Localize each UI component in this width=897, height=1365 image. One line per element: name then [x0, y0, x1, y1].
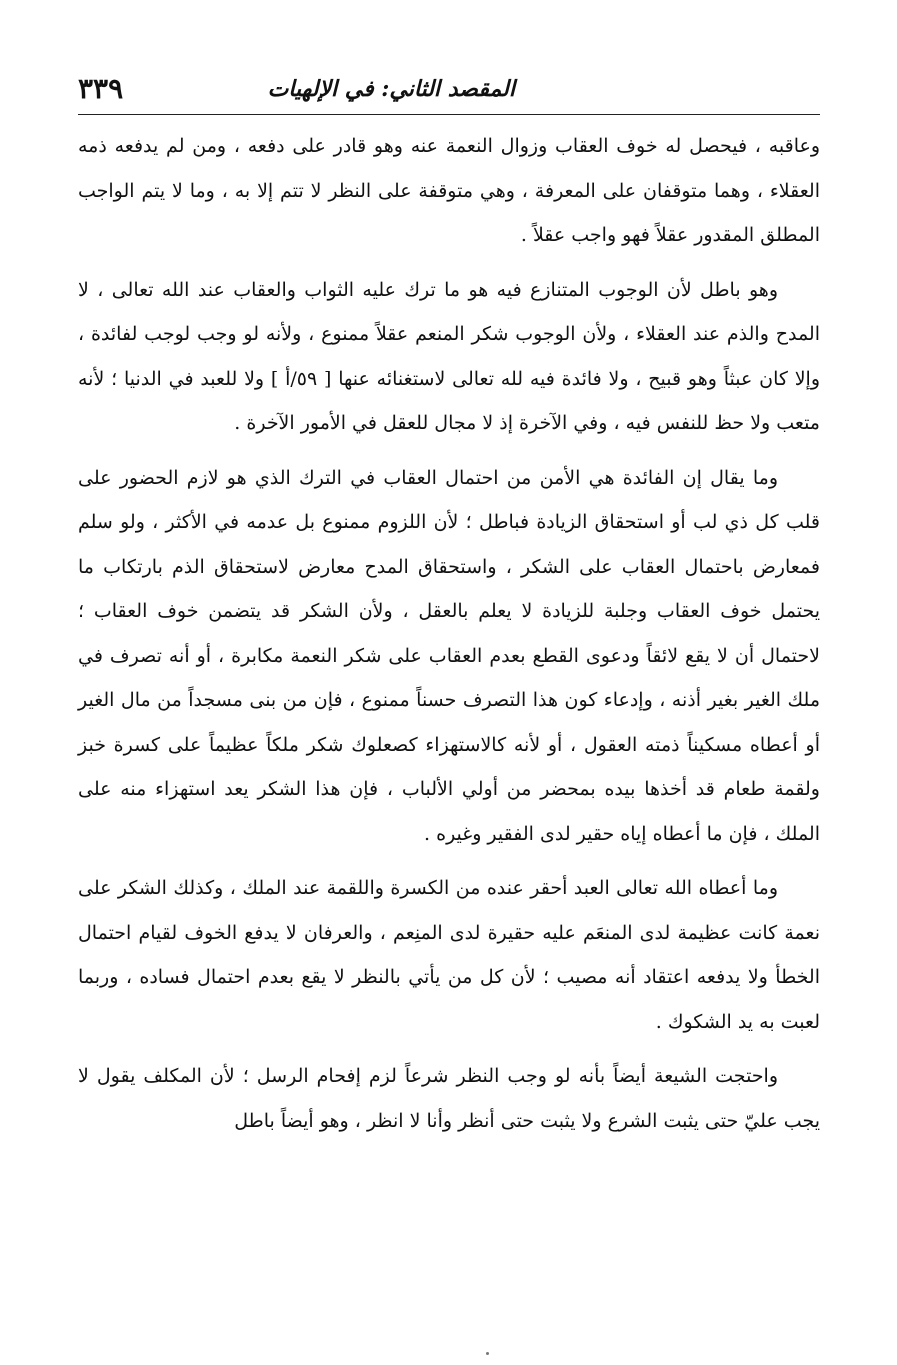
paragraph-2: وهو باطل لأن الوجوب المتنازع فيه هو ما ترك عليه الثواب والعقاب عند الله تعالى ، لا المدح والذم عند العقلاء ، ولأن الوجوب شكر المنعم عقلاً ممنوع ، ولأنه لو وجب لوجب لفائدة ، وإلا كان عبثاً وهو قبيح ، ولا فائدة فيه لله تعالى لاستغنائه عنها [ ٥٩/أ ] ولا للعبد في الدنيا ؛ لأنه متعب ولا حظ للنفس فيه ، وفي الآخرة إذ لا مجال للعقل في الأمور الآخرة .: [78, 278, 820, 434]
header-divider: [78, 114, 820, 115]
running-header: [78, 68, 820, 114]
paragraph-5: واحتجت الشيعة أيضاً بأنه لو وجب النظر شرعاً لزم إفحام الرسل ؛ لأن المكلف يقول لا يجب عليّ حتى يثبت الشرع ولا يثبت حتى أنظر وأنا لا انظر ، وهو أيضاً باطل: [78, 1065, 820, 1132]
scan-speck: [486, 1352, 489, 1355]
paragraph-4: وما أعطاه الله تعالى العبد أحقر عنده من الكسرة واللقمة عند الملك ، وكذلك الشكر على نعمة كانت عظيمة لدى المنعَم عليه حقيرة لدى المنِعم ، والعرفان لا يدفع الخوف لقيام احتمال الخطأ ولا يدفعه اعتقاد أنه مصيب ؛ لأن كل من يأتي بالنظر لا يقع بعدم احتمال فساده ، وربما لعبت به يد الشكوك .: [78, 877, 820, 1033]
page-number: ٣٣٩: [78, 72, 124, 105]
body-text: [78, 124, 820, 1143]
paragraph-3: وما يقال إن الفائدة هي الأمن من احتمال العقاب في الترك الذي هو لازم الحضور على قلب كل ذي لب أو استحقاق الزيادة فباطل ؛ لأن اللزوم ممنوع بل عدمه في الأكثر ، ولو سلم فمعارض باحتمال العقاب على الشكر ، واستحقاق المدح معارض لاستحقاق الذم بارتكاب ما يحتمل خوف العقاب وجلبة للزيادة لا يعلم بالعقل ، ولأن الشكر قد يتضمن خوف العقاب ؛ لاحتمال أن لا يقع لائقاً ودعوى القطع بعدم العقاب على شكر النعمة مكابرة ، أو أنه تصرف في ملك الغير بغير أذنه ، وإدعاء كون هذا التصرف حسناً ممنوع ، فإن من بنى مسجداً من مال الغير أو أعطاه مسكيناً ذمته العقول ، أو لأنه كالاستهزاء كصعلوك شكر ملكاً عظيماً على كسرة خبز ولقمة طعام قد أخذها بيده بمحضر من أولي الألباب ، فإن هذا الشكر يعد استهزاء منه على الملك ، فإن ما أعطاه إياه حقير لدى الفقير وغيره .: [78, 466, 821, 845]
paragraph-1: وعاقبه ، فيحصل له خوف العقاب وزوال النعمة عنه وهو قادر على دفعه ، ومن لم يدفعه ذمه العقلاء ، وهما متوقفان على المعرفة ، وهي متوقفة على النظر لا تتم إلا به ، وما لا يتم الواجب المطلق المقدور عقلاً فهو واجب عقلاً .: [78, 135, 820, 246]
running-header-title: المقصد الثاني: في الإلهيات: [267, 76, 515, 102]
